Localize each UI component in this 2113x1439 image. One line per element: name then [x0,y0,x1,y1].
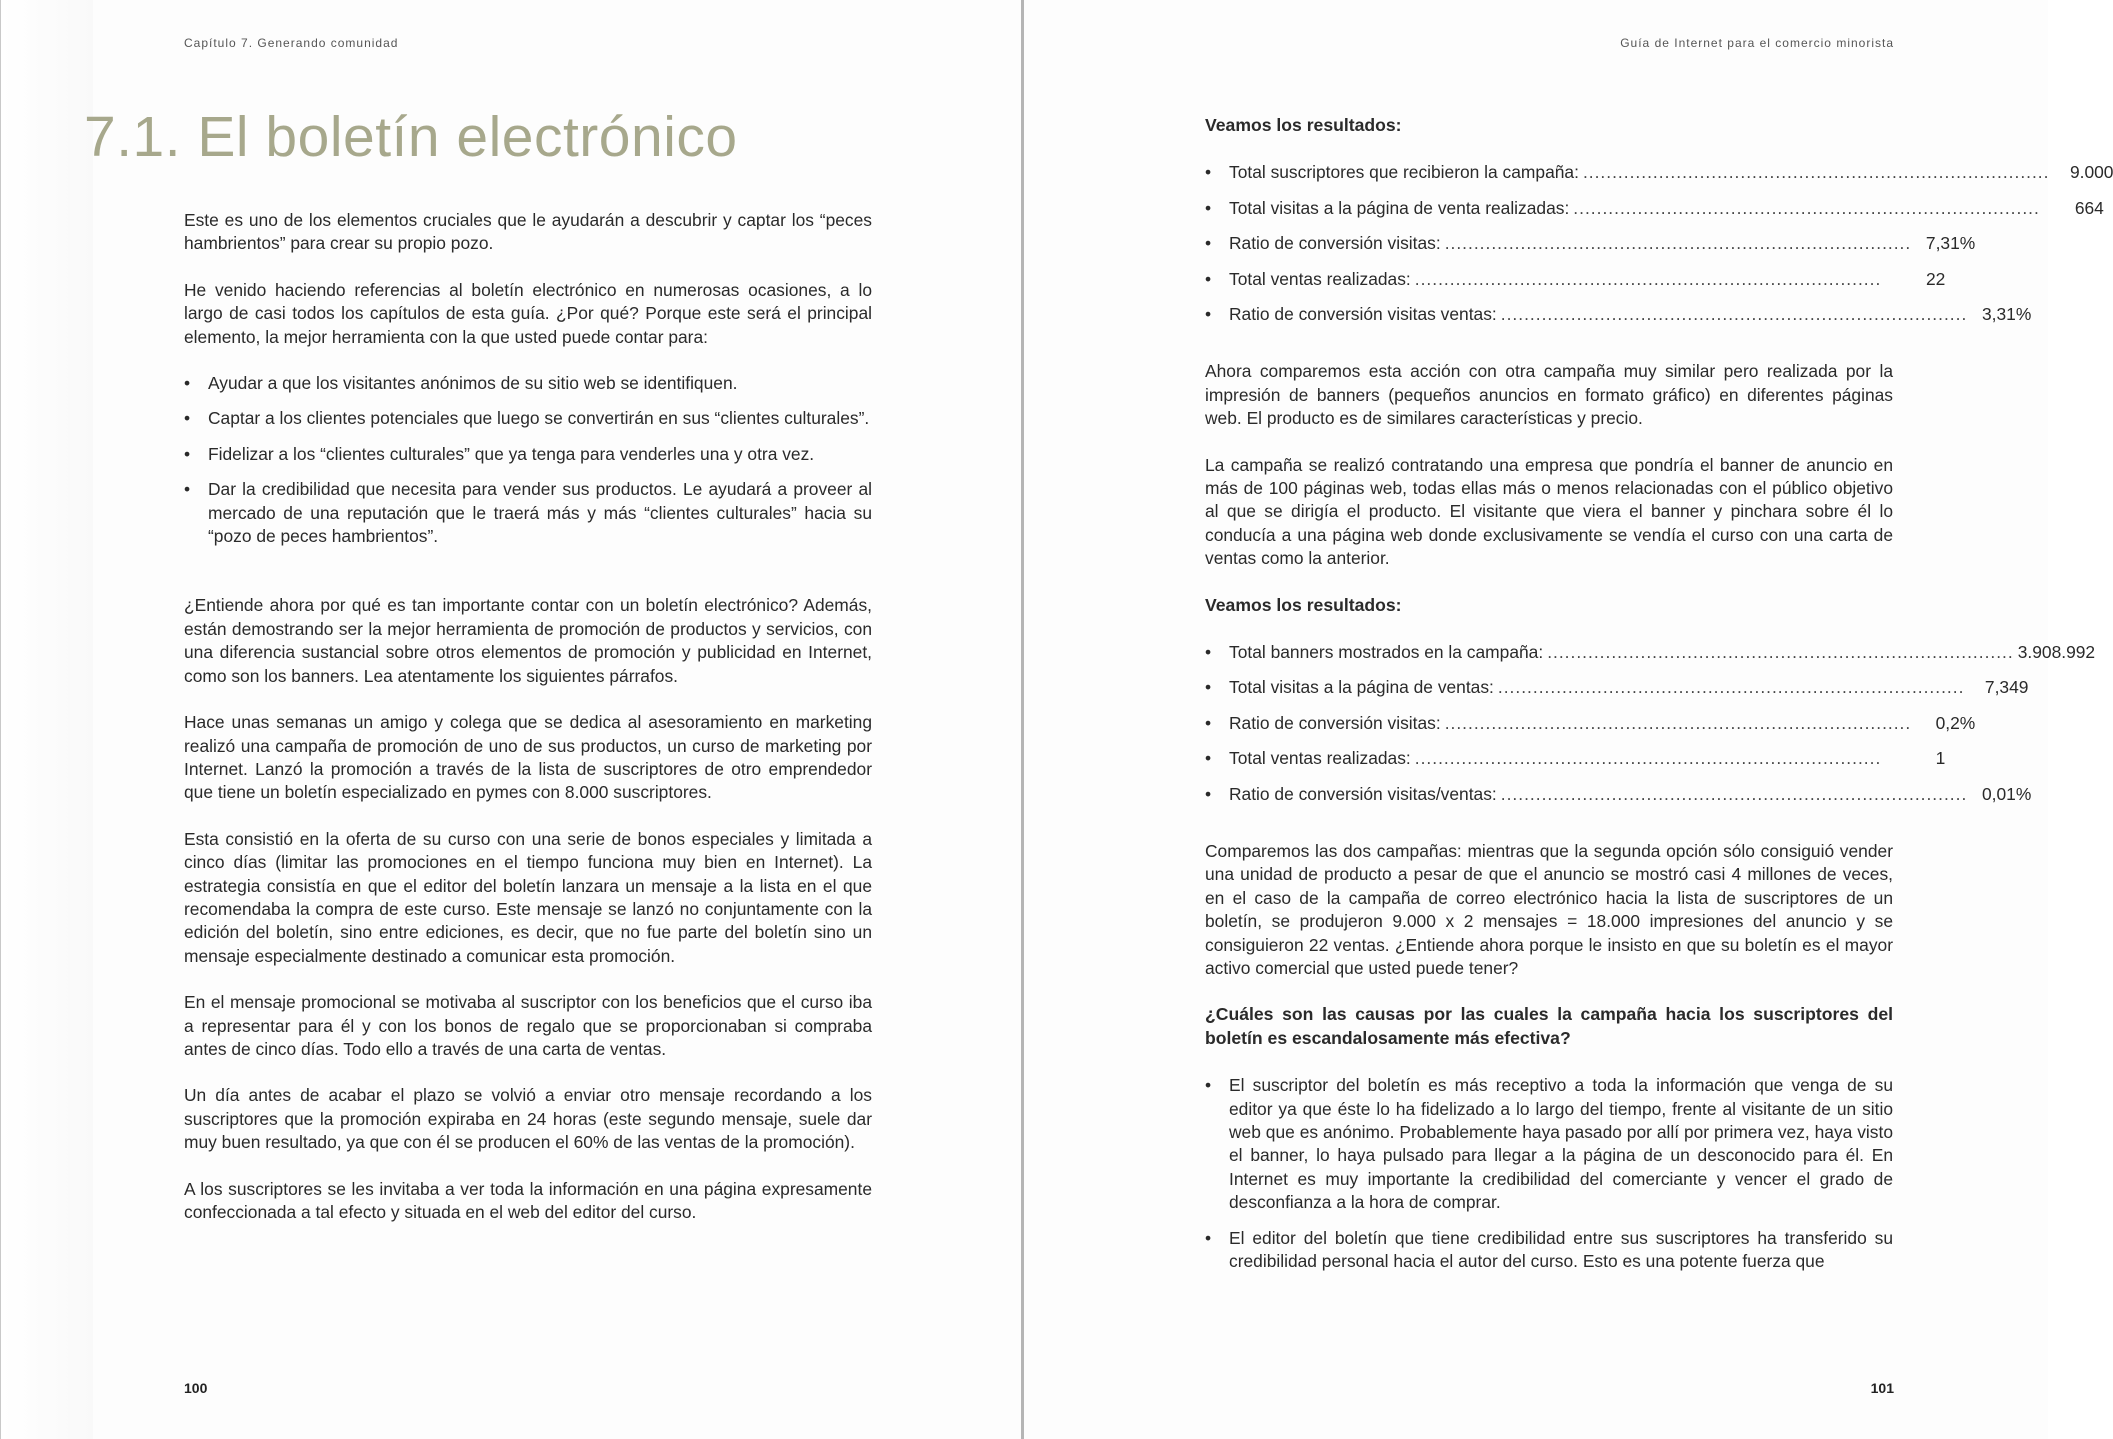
question-heading: ¿Cuáles son las causas por las cuales la campaña hacia los suscriptores del boletín es escandalosamente más efectiva? [1205,1004,1893,1048]
left-page [0,0,1023,1439]
benefits-list [184,372,872,548]
list-item: • El editor del boletín que tiene credibilidad entre sus suscriptores ha transferido su credibilidad personal hacia el autor del curso. Esto es una potente fuerza que [1205,1227,1893,1274]
results-heading: Veamos los resultados: [1205,594,1402,615]
list-item: • Dar la credibilidad que necesita para vender sus productos. Le ayudará a proveer al mercado de una reputación que le traerá más y más “clientes culturales” hacia su “pozo de peces hambrientos”. [184,478,872,548]
result-row: • Ratio de conversión visitas: ................................................................................ 7,31% [1205,232,1691,255]
paragraph: Este es uno de los elementos cruciales que le ayudarán a descubrir y captar los “peces hambrientos” para crear su propio pozo. [184,210,872,254]
newsletter-results-list [1205,161,2113,326]
result-row: • Ratio de conversión visitas/ventas: ................................................................................ 0,01% [1205,783,1691,806]
paragraph: Un día antes de acabar el plazo se volvió a enviar otro mensaje recordando a los suscriptores que la promoción expiraba en 24 horas (este segundo mensaje, suele dar muy buen resultado, ya que con él se producen el 60% de las ventas de la promoción). [184,1085,872,1153]
paragraph: ¿Entiende ahora por qué es tan importante contar con un boletín electrónico? Además, están demostrando ser la mejor herramienta de promoción de productos y servicios, con una diferencia sustancial sobre otros elementos de promoción y publicidad en Internet, como son los banners. Lea atentamente los siguientes párrafos. [184,595,872,686]
list-item: • Ayudar a que los visitantes anónimos de su sitio web se identifiquen. [184,372,872,395]
result-row: • Total banners mostrados en la campaña: ................................................................................ 3.908.992 [1205,641,1691,664]
chapter-title: 7.1. El boletín electrónico [84,105,738,169]
paragraph: Ahora comparemos esta acción con otra campaña muy similar pero realizada por la impresión de banners (pequeños anuncios en formato gráfico) en diferentes páginas web. El producto es de similares características y precio. [1205,361,1893,429]
left-body-column [184,209,872,1247]
right-body-column [1205,114,2113,1307]
result-row: • Total visitas a la página de ventas: ................................................................................ 7,349 [1205,676,1691,699]
list-item: • Fidelizar a los “clientes culturales” que ya tenga para venderles una y otra vez. [184,443,872,466]
running-head-right: Guía de Internet para el comercio minorista [1620,36,1894,50]
paragraph: Esta consistió en la oferta de su curso con una serie de bonos especiales y limitada a cinco días (limitar las promociones en el tiempo funciona muy bien en Internet). La estrategia consistía en que el editor del boletín lanzara un mensaje a la lista en el que recomendaba la compra de este curso. Este mensaje se lanzó no conjuntamente con la edición del boletín, sino entre ediciones, es decir, que no fue parte del boletín sino un mensaje especialmente destinado a comunicar esta promoción. [184,828,872,966]
paragraph: Comparemos las dos campañas: mientras que la segunda opción sólo consiguió vender una unidad de producto a pesar de que el anuncio se mostró casi 4 millones de veces, en el caso de la campaña de correo electrónico hacia la lista de suscriptores de un boletín, se produjeron 9.000 x 2 mensajes = 18.000 impresiones del anuncio y se consiguieron 22 ventas. ¿Entiende ahora porque le insisto en que su boletín es el mayor activo comercial que usted puede tener? [1205,840,1893,978]
result-row: • Total suscriptores que recibieron la campaña: ................................................................................ 9.000 [1205,161,1691,184]
result-row: • Total ventas realizadas: ................................................................................ 1 [1205,747,1691,770]
page-number-left: 100 [184,1380,208,1396]
results-heading: Veamos los resultados: [1205,115,1402,135]
paragraph: A los suscriptores se les invitaba a ver toda la información en una página expresamente confeccionada a tal efecto y situada en el web del editor del curso. [184,1178,872,1222]
paragraph: En el mensaje promocional se motivaba al suscriptor con los beneficios que el curso iba a representar para él y con los bonos de regalo que se proporcionaban si compraba antes de cinco días. Todo ello a través de una carta de ventas. [184,992,872,1059]
result-row: • Total visitas a la página de venta realizadas: ................................................................................ 664 [1205,197,1691,220]
running-head-left: Capítulo 7. Generando comunidad [184,36,399,50]
paragraph: La campaña se realizó contratando una empresa que pondría el banner de anuncio en más de 100 páginas web, todas ellas más o menos relacionadas con el público objetivo al que se dirigía el producto. El visitante que viera el banner y pinchara sobre él lo conducía a una página web donde exclusivamente se vendía el curso con una carta de ventas como la anterior. [1205,454,1893,569]
banner-results-list [1205,641,2096,806]
page-number-right: 101 [1870,1380,1894,1396]
right-page [1024,0,2113,1439]
list-item: • El suscriptor del boletín es más receptivo a toda la información que venga de su editor ya que éste lo ha fidelizado a lo largo del tiempo, frente al visitante de un sitio web que es anónimo. Probablemente haya pasado por allí por primera vez, haya visto el banner, lo haya pulsado para llegar a la página de un desconocido para él. En Internet es muy importante la credibilidad del comerciante y vencer el grado de desconfianza a la hora de comprar. [1205,1074,1893,1214]
result-row: • Ratio de conversión visitas ventas: ................................................................................ 3,31% [1205,303,1691,326]
paragraph: Hace unas semanas un amigo y colega que se dedica al asesoramiento en marketing realizó una campaña de promoción de uno de sus productos, un curso de marketing por Internet. Lanzó la promoción a través de la lista de suscriptores de otro emprendedor que tiene un boletín especializado en pymes con 8.000 suscriptores. [184,712,872,803]
causes-list [1205,1074,1893,1273]
list-item: • Captar a los clientes potenciales que luego se convertirán en sus “clientes culturales”. [184,407,872,430]
page-shade [1,0,93,1439]
paragraph: He venido haciendo referencias al boletín electrónico en numerosas ocasiones, a lo largo de casi todos los capítulos de esta guía. ¿Por qué? Porque este será el principal elemento, la mejor herramienta con la que usted puede contar para: [184,279,872,347]
result-row: • Ratio de conversión visitas: ................................................................................ 0,2% [1205,712,1691,735]
result-row: • Total ventas realizadas: ................................................................................ 22 [1205,268,1691,291]
